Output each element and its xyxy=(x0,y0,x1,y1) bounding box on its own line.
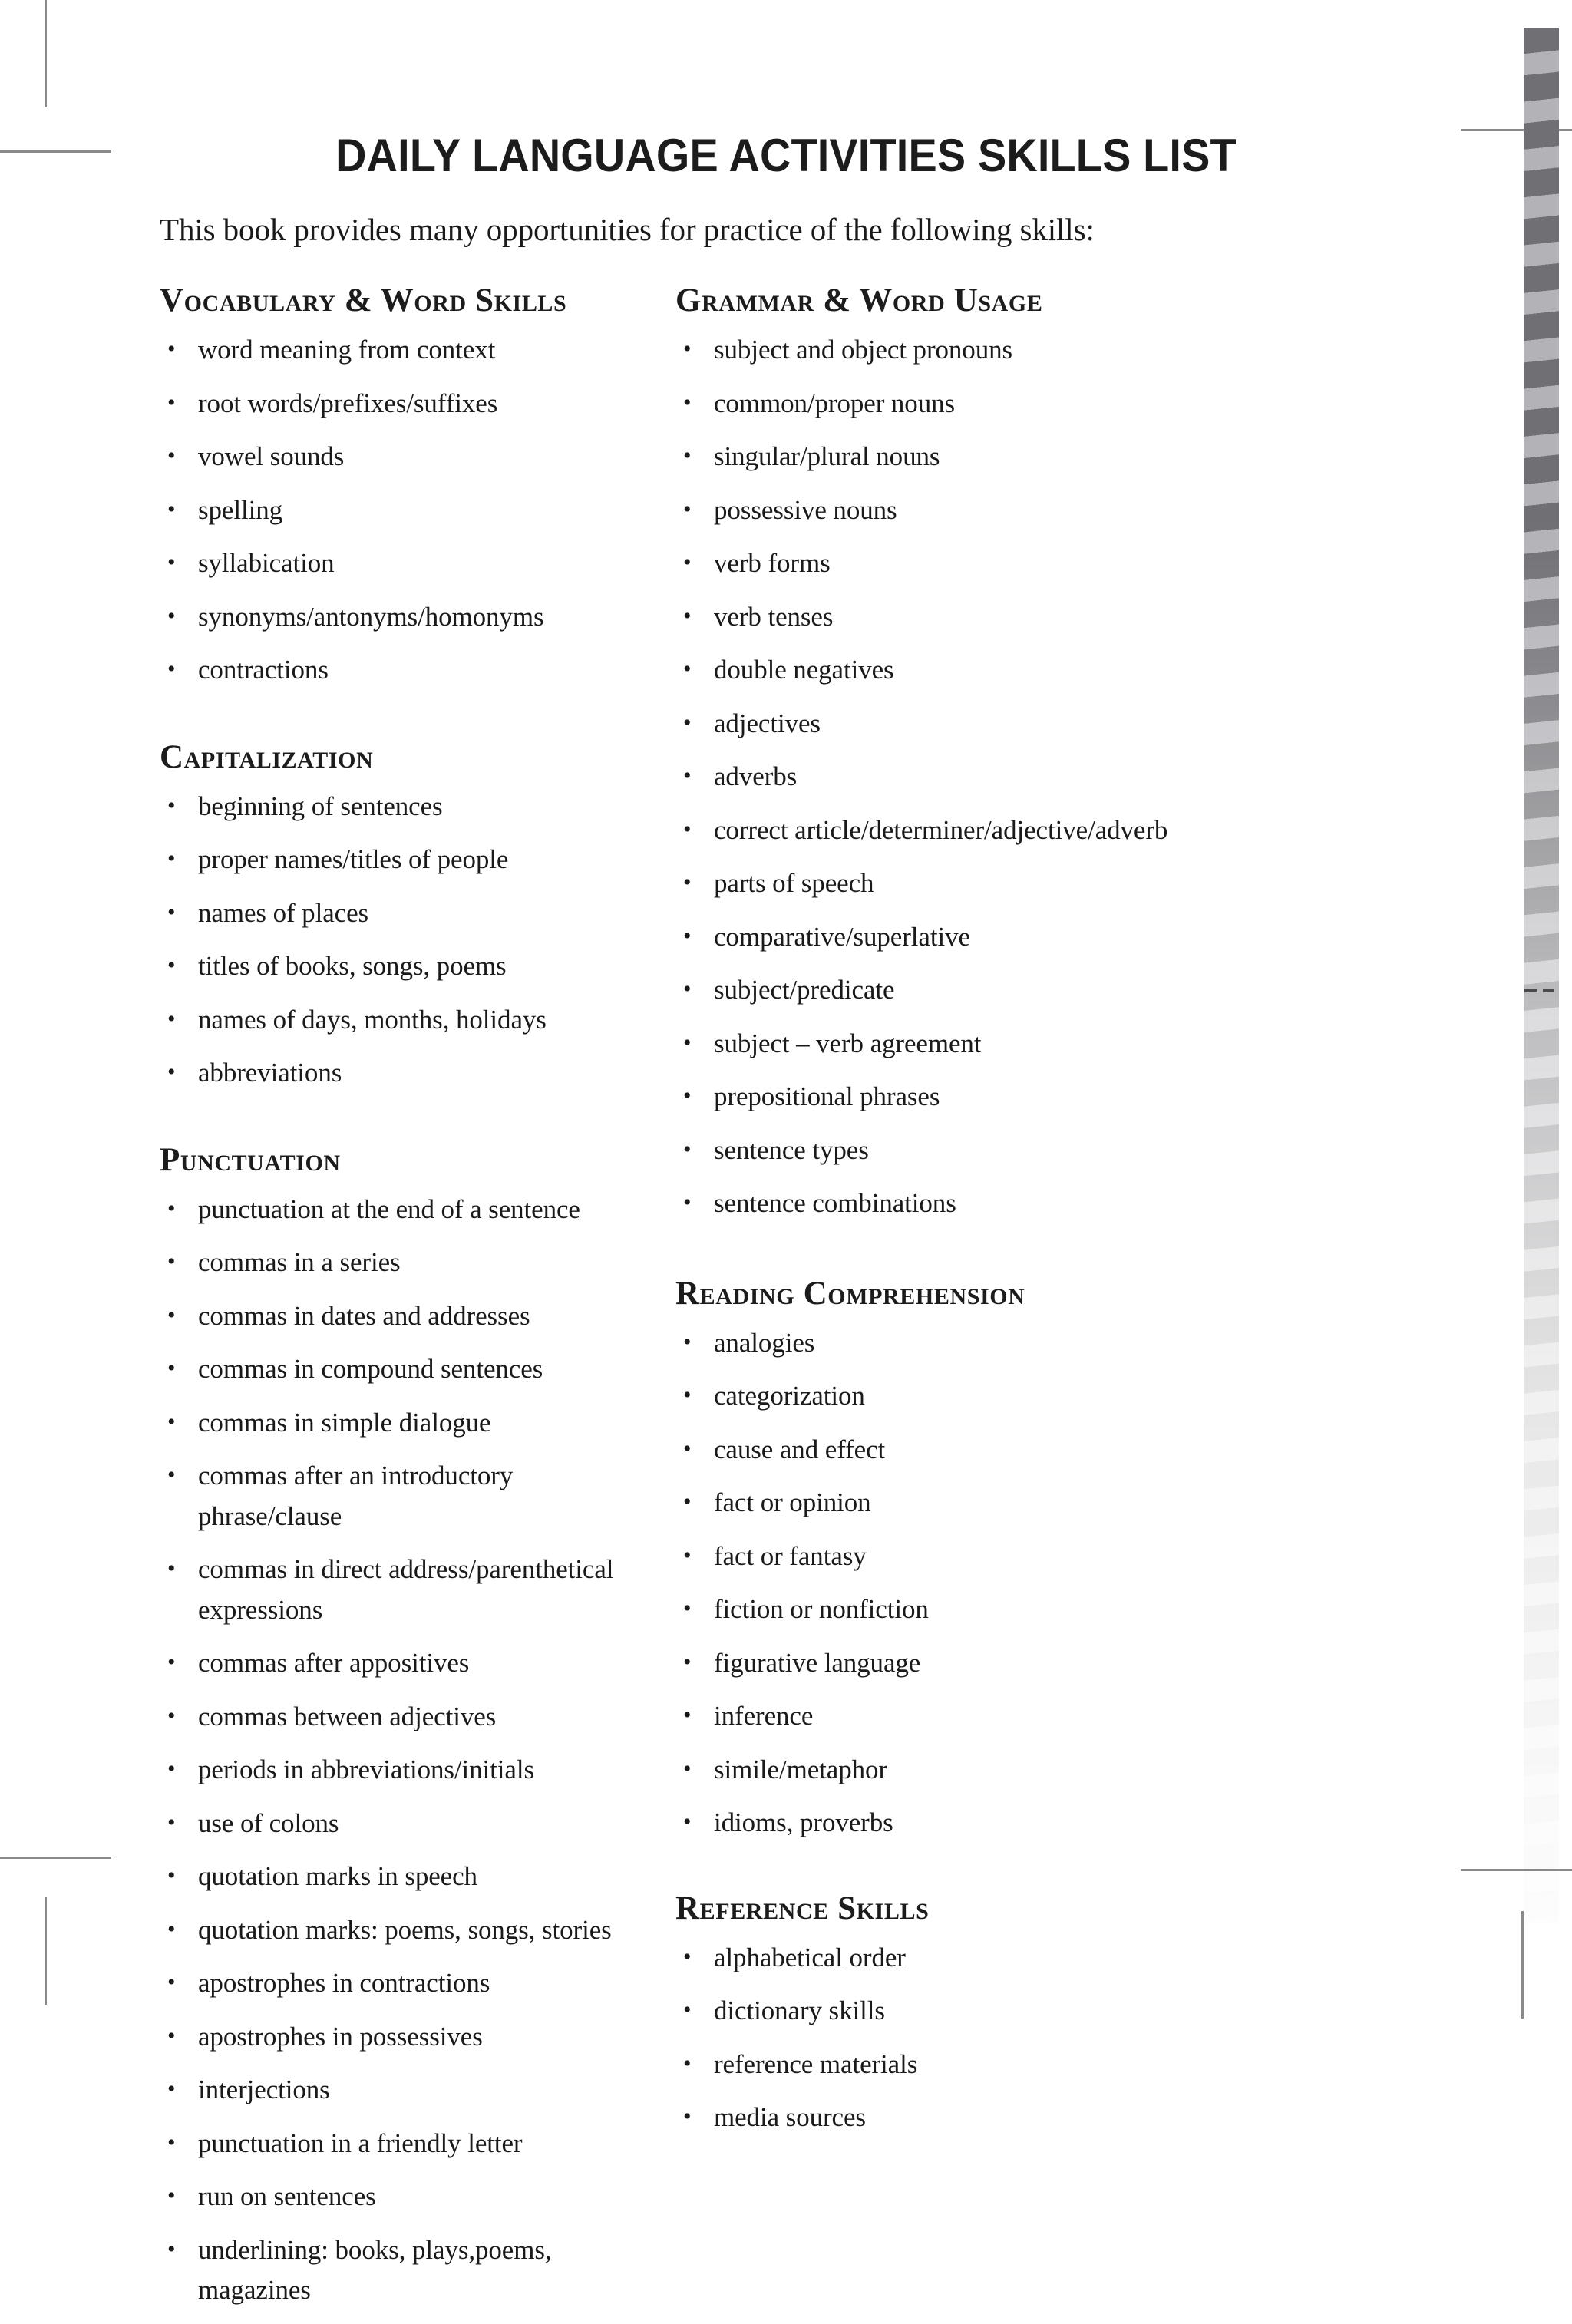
list-item: • root words/prefixes/suffixes xyxy=(160,384,645,424)
list-item: • quotation marks in speech xyxy=(160,1857,645,1897)
list-item: • commas after appositives xyxy=(160,1643,645,1684)
skills-columns xyxy=(0,282,1572,2324)
list-item: • inference xyxy=(675,1696,1336,1737)
list-item: • abbreviations xyxy=(160,1053,645,1094)
list-item: • periods in abbreviations/initials xyxy=(160,1750,645,1791)
list-item: • analogies xyxy=(675,1323,1336,1364)
section-punctuation xyxy=(160,1141,645,2311)
section-reading-comprehension xyxy=(675,1275,1336,1844)
list-item: • apostrophes in possessives xyxy=(160,2017,645,2058)
list-item: • vowel sounds xyxy=(160,437,645,477)
list-item: • figurative language xyxy=(675,1643,1336,1684)
list-item: • run on sentences xyxy=(160,2177,645,2217)
list-item: • commas in direct address/parenthetical expressions xyxy=(160,1550,645,1630)
right-column xyxy=(645,282,1336,2151)
section-capitalization xyxy=(160,738,645,1094)
list-item: • quotation marks: poems, songs, stories xyxy=(160,1910,645,1951)
left-column xyxy=(0,282,645,2324)
list-item: • idioms, proverbs xyxy=(675,1803,1336,1844)
list-item: • commas after an introductory phrase/clause xyxy=(160,1456,645,1537)
list-item: • verb forms xyxy=(675,543,1336,584)
list-item: • fact or opinion xyxy=(675,1483,1336,1523)
list-item: • categorization xyxy=(675,1376,1336,1417)
list-item: • prepositional phrases xyxy=(675,1077,1336,1117)
list-item: • common/proper nouns xyxy=(675,384,1336,424)
list-item: • fiction or nonfiction xyxy=(675,1589,1336,1630)
section-vocabulary-word-skills xyxy=(160,282,645,691)
list-item: • subject/predicate xyxy=(675,970,1336,1011)
section-heading-vocabulary-word-skills: Vocabulary & Word Skills xyxy=(160,282,567,319)
list-item: • reference materials xyxy=(675,2045,1336,2085)
section-heading-capitalization: Capitalization xyxy=(160,738,374,775)
section-grammar-word-usage xyxy=(675,282,1336,1224)
list-item: • names of days, months, holidays xyxy=(160,1000,645,1041)
list-item: • use of colons xyxy=(160,1804,645,1844)
list-item: • parts of speech xyxy=(675,863,1336,904)
page-subtitle: This book provides many opportunities for practice of the following skills: xyxy=(160,212,1095,247)
list-item: • apostrophes in contractions xyxy=(160,1963,645,2004)
skill-list-grammar-word-usage xyxy=(675,330,1336,1224)
list-item: • sentence types xyxy=(675,1131,1336,1171)
list-item: • subject – verb agreement xyxy=(675,1024,1336,1065)
page-title: DAILY LANGUAGE ACTIVITIES SKILLS LIST xyxy=(335,130,1237,181)
list-item: • comparative/superlative xyxy=(675,917,1336,958)
list-item: • word meaning from context xyxy=(160,330,645,371)
list-item: • punctuation in a friendly letter xyxy=(160,2124,645,2164)
skill-list-reference-skills xyxy=(675,1938,1336,2138)
list-item: • proper names/titles of people xyxy=(160,840,645,880)
list-item: • commas in a series xyxy=(160,1243,645,1283)
list-item: • fact or fantasy xyxy=(675,1537,1336,1577)
section-heading-punctuation: Punctuation xyxy=(160,1141,341,1178)
skill-list-reading-comprehension xyxy=(675,1323,1336,1844)
list-item: • interjections xyxy=(160,2070,645,2111)
list-item: • names of places xyxy=(160,893,645,934)
list-item: • syllabication xyxy=(160,543,645,584)
list-item: • subject and object pronouns xyxy=(675,330,1336,371)
list-item: • cause and effect xyxy=(675,1430,1336,1471)
list-item: • commas in compound sentences xyxy=(160,1349,645,1390)
list-item: • double negatives xyxy=(675,650,1336,691)
section-heading-reference-skills: Reference Skills xyxy=(675,1890,930,1926)
list-item: • commas in simple dialogue xyxy=(160,1403,645,1444)
list-item: • titles of books, songs, poems xyxy=(160,946,645,987)
list-item: • commas between adjectives xyxy=(160,1697,645,1738)
list-item: • alphabetical order xyxy=(675,1938,1336,1979)
skill-list-vocabulary-word-skills xyxy=(160,330,645,691)
list-item: • commas in dates and addresses xyxy=(160,1296,645,1337)
list-item: • adverbs xyxy=(675,757,1336,797)
list-item: • media sources xyxy=(675,2098,1336,2138)
list-item: • singular/plural nouns xyxy=(675,437,1336,477)
skill-list-punctuation xyxy=(160,1190,645,2311)
list-item: • sentence combinations xyxy=(675,1183,1336,1224)
list-item: • verb tenses xyxy=(675,597,1336,638)
list-item: • simile/metaphor xyxy=(675,1750,1336,1791)
list-item: • synonyms/antonyms/homonyms xyxy=(160,597,645,638)
list-item: • correct article/determiner/adjective/adverb xyxy=(675,810,1336,851)
section-heading-reading-comprehension: Reading Comprehension xyxy=(675,1275,1025,1312)
list-item: • underlining: books, plays,poems, magazines xyxy=(160,2230,645,2311)
skill-list-capitalization xyxy=(160,787,645,1094)
list-item: • possessive nouns xyxy=(675,490,1336,531)
section-reference-skills xyxy=(675,1890,1336,2138)
section-heading-grammar-word-usage: Grammar & Word Usage xyxy=(675,282,1043,319)
list-item: • adjectives xyxy=(675,704,1336,744)
list-item: • beginning of sentences xyxy=(160,787,645,827)
list-item: • contractions xyxy=(160,650,645,691)
list-item: • spelling xyxy=(160,490,645,531)
list-item: • punctuation at the end of a sentence xyxy=(160,1190,645,1230)
list-item: • dictionary skills xyxy=(675,1991,1336,2032)
